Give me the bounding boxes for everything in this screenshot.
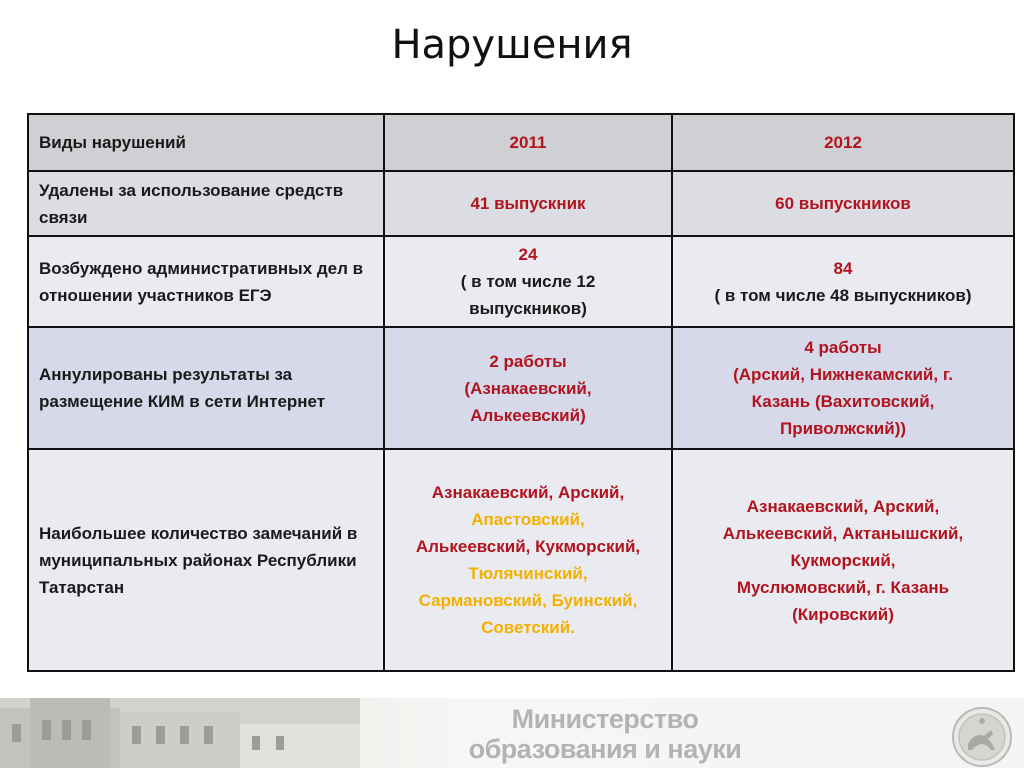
page-title: Нарушения xyxy=(391,22,633,68)
cell-2011: 41 выпускник xyxy=(384,171,672,236)
cell-line: (Кировский) xyxy=(792,604,894,624)
cell-2012 xyxy=(672,236,1014,327)
row-label: Аннулированы результаты за размещение КИМ в сети Интернет xyxy=(28,327,384,449)
building-photo xyxy=(0,698,360,768)
cell-line: 2 работы xyxy=(489,351,567,371)
table-row xyxy=(28,449,1014,671)
cell-line: Алькеевский, Кукморский, xyxy=(415,537,641,556)
cell-line: Муслюмовский, г. Казань xyxy=(736,577,950,597)
cell-2012 xyxy=(672,449,1014,671)
cell-line: Тюлячинский, xyxy=(468,564,588,583)
cell-2011 xyxy=(384,449,672,671)
row-label: Удалены за использование средств связи xyxy=(28,171,384,236)
cell-line: Казань (Вахитовский, xyxy=(751,392,935,411)
cell-line: Алькеевский) xyxy=(470,405,586,425)
column-header-2011: 2011 xyxy=(384,114,672,171)
violations-table xyxy=(27,113,1015,672)
cell-line: (Азнакаевский, xyxy=(464,378,592,398)
row-label: Возбуждено административных дел в отношении участников ЕГЭ xyxy=(28,236,384,327)
footer-banner xyxy=(0,698,1024,768)
cell-line: Приволжский)) xyxy=(779,419,907,438)
table-row xyxy=(28,236,1014,327)
cell-2011 xyxy=(384,236,672,327)
table-row xyxy=(28,327,1014,449)
ministry-line-1: Министерство xyxy=(511,704,699,734)
cell-line: Апастовский, xyxy=(471,510,585,529)
cell-line: Сармановский, Буинский, xyxy=(418,591,638,610)
cell-line: выпускников) xyxy=(469,299,587,318)
row-label: Наибольшее количество замечаний в муниципальных районах Республики Татарстан xyxy=(28,449,384,671)
cell-line: Азнакаевский, Арский, xyxy=(746,496,940,516)
cell-line: Кукморский, xyxy=(790,550,896,570)
cell-line: ( в том числе 12 xyxy=(460,272,596,291)
ministry-logo-text xyxy=(455,704,755,764)
cell-line: 84 xyxy=(833,258,853,278)
table-row xyxy=(28,171,1014,236)
cell-line: Советский. xyxy=(481,618,575,637)
column-header-2012: 2012 xyxy=(672,114,1014,171)
cell-2011 xyxy=(384,327,672,449)
cell-line: Азнакаевский, Арский, xyxy=(431,483,625,502)
ministry-line-2: образования и науки xyxy=(468,734,742,764)
cell-line: 4 работы xyxy=(804,338,882,357)
cell-line: ( в том числе 48 выпускников) xyxy=(714,285,972,305)
cell-line: (Арский, Нижнекамский, г. xyxy=(733,365,953,384)
cell-line: Алькеевский, Актанышский, xyxy=(722,523,964,543)
column-header-types: Виды нарушений xyxy=(28,114,384,171)
tatarstan-emblem-icon xyxy=(951,706,1013,768)
cell-2012 xyxy=(672,327,1014,449)
cell-2012: 60 выпускников xyxy=(672,171,1014,236)
cell-line: 24 xyxy=(518,245,538,264)
table-header-row xyxy=(28,114,1014,171)
